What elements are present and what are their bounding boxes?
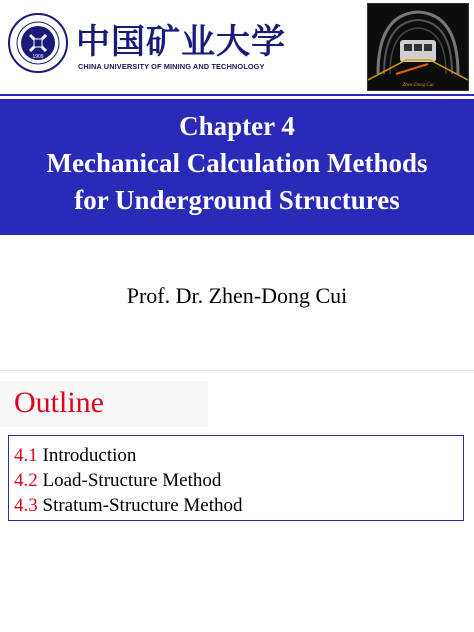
title-line-2: Mechanical Calculation Methods	[46, 148, 428, 178]
outline-item-stratum-structure	[14, 495, 243, 517]
outline-item-number: 4.3	[14, 495, 38, 516]
outline-item-label: Introduction	[37, 445, 137, 466]
title-line-3: for Underground Structures	[74, 185, 400, 215]
university-seal-icon	[8, 13, 68, 73]
university-name-chinese: 中国矿业大学	[76, 22, 286, 62]
outline-item-number: 4.1	[14, 445, 38, 466]
seal-year: 1909	[32, 54, 44, 60]
slide-divider	[0, 370, 474, 371]
outline-item-number: 4.2	[14, 470, 38, 491]
outline-item-introduction	[14, 445, 136, 467]
outline-item-label: Load-Structure Method	[37, 470, 222, 491]
title-chapter: Chapter 4	[179, 111, 295, 141]
author-name: Prof. Dr. Zhen-Dong Cui	[126, 283, 348, 308]
university-name-english: CHINA UNIVERSITY OF MINING AND TECHNOLOGY	[78, 62, 265, 71]
outline-list	[8, 435, 464, 521]
outline-item-load-structure	[14, 470, 221, 492]
outline-item-label: Stratum-Structure Method	[37, 495, 243, 516]
slide-header	[0, 0, 474, 92]
title-band	[0, 96, 474, 235]
outline-heading: Outline	[14, 386, 104, 419]
tunnel-caption: Zhen-Dong Cui	[402, 83, 434, 88]
tunnel-train-image	[367, 3, 469, 91]
